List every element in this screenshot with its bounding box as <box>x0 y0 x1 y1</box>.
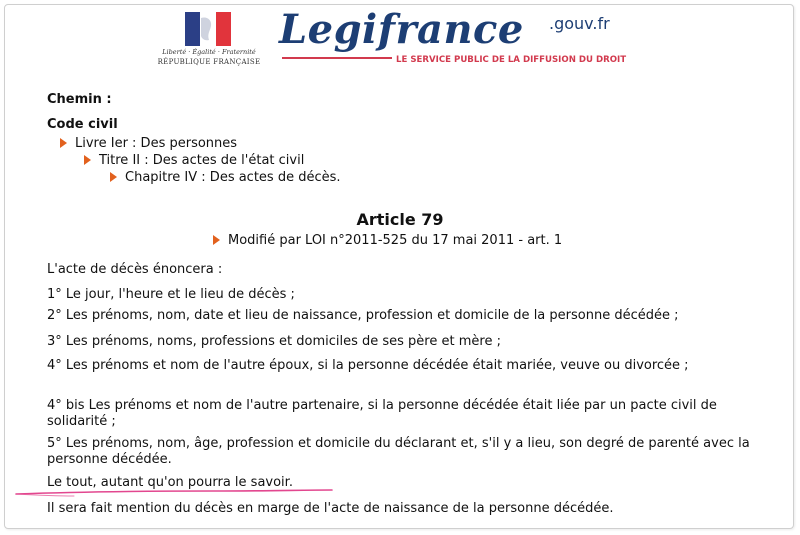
legifrance-domain: .gouv.fr <box>549 14 610 33</box>
orange-triangle-arrow-icon <box>213 235 220 245</box>
rf-name: RÉPUBLIQUE FRANÇAISE <box>157 58 261 66</box>
breadcrumb-item-titre[interactable] <box>84 153 304 168</box>
tagline-rule <box>282 57 392 59</box>
site-tagline: LE SERVICE PUBLIC DE LA DIFFUSION DU DROIT <box>396 55 627 65</box>
breadcrumb-item-label: Chapitre IV : Des actes de décès. <box>125 170 341 185</box>
article-paragraph-highlighted: Le tout, autant qu'on pourra le savoir. <box>47 475 293 490</box>
breadcrumb-root-code-civil[interactable]: Code civil <box>47 117 118 132</box>
article-paragraph-4: 4° Les prénoms et nom de l'autre époux, si la personne décédée était mariée, veuve ou divorcée ; <box>47 358 689 373</box>
article-paragraph-5: 5° Les prénoms, nom, âge, profession et domicile du déclarant et, s'il y a lieu, son degré de parenté avec la personne décédée. <box>47 436 750 467</box>
article-paragraph-final: Il sera fait mention du décès en marge de l'acte de naissance de la personne décédée. <box>47 501 614 516</box>
pink-highlight-underline <box>14 484 334 498</box>
orange-triangle-arrow-icon <box>84 155 91 165</box>
orange-triangle-arrow-icon <box>60 138 67 148</box>
orange-triangle-arrow-icon <box>110 172 117 182</box>
breadcrumb-item-label: Livre Ier : Des personnes <box>75 136 238 151</box>
article-paragraph-1: 1° Le jour, l'heure et le lieu de décès ; <box>47 287 295 302</box>
breadcrumb-item-label: Titre II : Des actes de l'état civil <box>99 153 305 168</box>
article-paragraph-intro: L'acte de décès énoncera : <box>47 262 223 277</box>
rf-motto: Liberté · Égalité · Fraternité <box>162 48 256 56</box>
article-paragraph-3: 3° Les prénoms, noms, professions et domiciles de ses père et mère ; <box>47 334 501 349</box>
marianne-flag-icon <box>185 12 231 46</box>
breadcrumb-item-livre[interactable] <box>60 136 237 151</box>
republique-francaise-logo[interactable] <box>149 10 269 72</box>
breadcrumb-heading: Chemin : <box>47 92 112 107</box>
modification-label: Modifié par LOI n°2011-525 du 17 mai 2011 - art. 1 <box>228 233 563 248</box>
article-paragraph-2: 2° Les prénoms, nom, date et lieu de naissance, profession et domicile de la personne décédée ; <box>47 308 679 323</box>
article-paragraph-4-bis: 4° bis Les prénoms et nom de l'autre partenaire, si la personne décédée était liée par un pacte civil de solidarité ; <box>47 398 717 429</box>
site-header <box>0 0 800 80</box>
article-title: Article 79 <box>356 210 444 229</box>
article-modification-link[interactable] <box>213 233 562 248</box>
legifrance-logo-text[interactable]: Legifrance <box>279 6 524 53</box>
breadcrumb-item-chapitre[interactable] <box>110 170 341 185</box>
